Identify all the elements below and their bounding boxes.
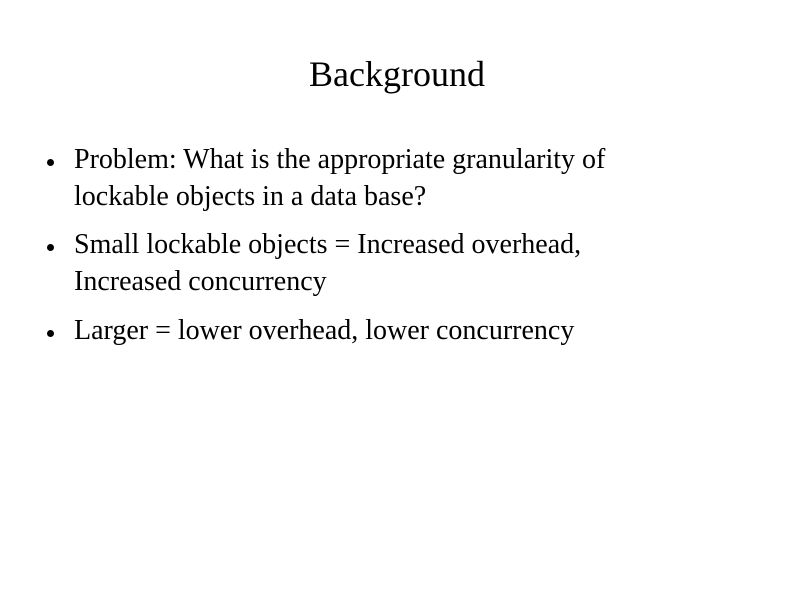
bullet-text: [74, 226, 714, 300]
bullet-dot-icon: [47, 330, 54, 337]
bullet-line: lockable objects in a data base?: [74, 181, 427, 212]
bullet-dot-icon: [47, 159, 54, 166]
bullet-line: Problem: What is the appropriate granularity of: [74, 144, 606, 175]
bullet-line: Increased concurrency: [74, 266, 327, 297]
bullet-line: Small lockable objects = Increased overhead,: [74, 229, 582, 260]
bullet-text: [74, 312, 714, 349]
slide-title: Background: [309, 54, 485, 94]
bullet-line: Larger = lower overhead, lower concurrency: [74, 315, 575, 346]
bullet-text: [74, 141, 714, 215]
bullet-dot-icon: [47, 244, 54, 251]
